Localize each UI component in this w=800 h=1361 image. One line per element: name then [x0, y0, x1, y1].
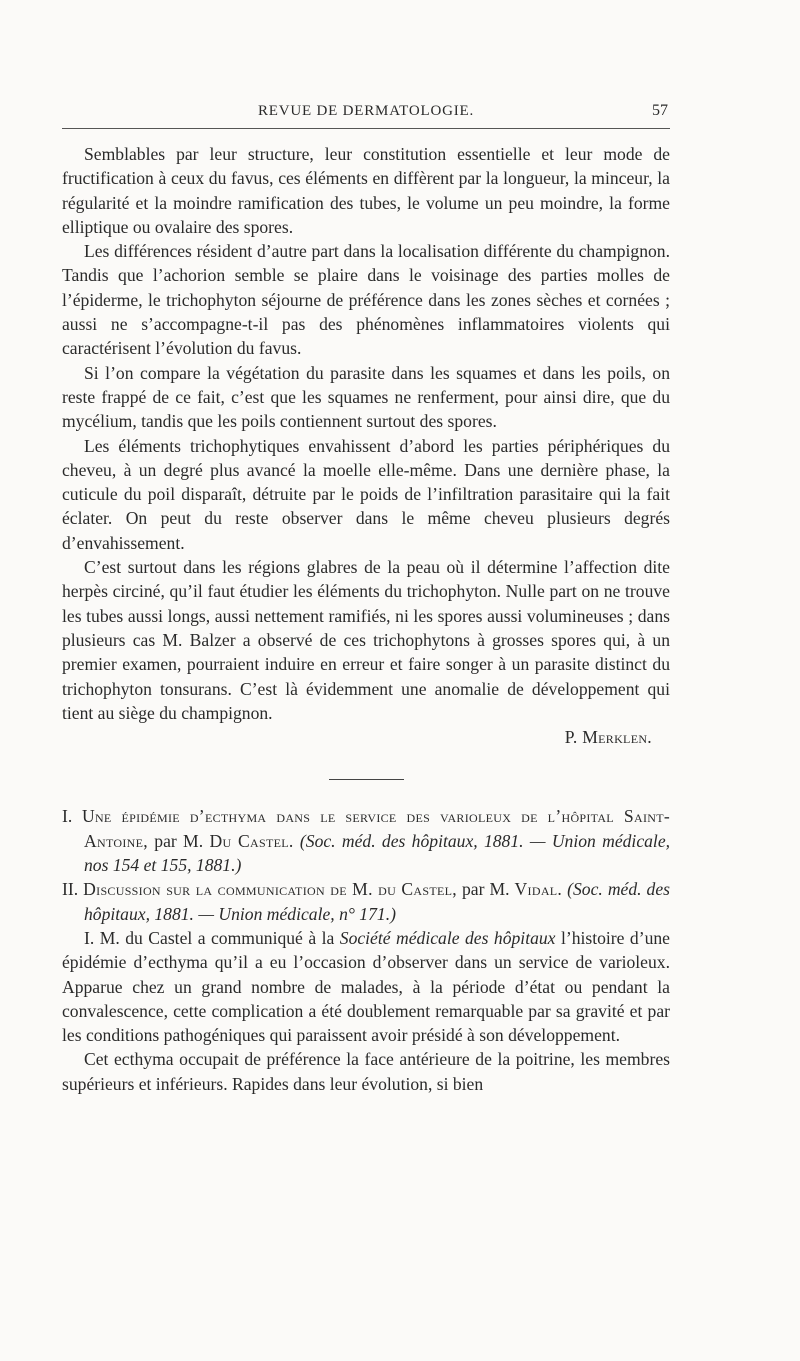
running-title: REVUE DE DERMATOLOGIE.: [257, 103, 475, 119]
page-number: 57: [652, 102, 668, 119]
reference-source: (Soc. méd. des hôpitaux, 1881. — Union médicale, n° 171.): [84, 879, 671, 924]
paragraph-text: C’est surtout dans les régions glabres de la peau où il détermine l’affection dite herpès circiné, qu’il faut étudier les éléments du trichophyton. Nulle part on ne trouve les tubes aussi longs, aussi nettement ramifiés, ni les spores aussi volumineuses ; dans plusieurs cas M. Balzer a observé de ces trichophytons à grosses spores qui, à un premier examen, pourraient induire en erreur et faire songer à un parasite distinct du trichophyton tonsurans. C’est là évidemment une anomalie de développement qui tient au siège du champignon.: [62, 557, 670, 723]
reference-title: Une épidémie d’ecthyma dans le service des varioleux de l’hôpital Saint-Antoine,: [81, 806, 670, 851]
paragraph: Si l’on compare la végétation du parasite dans les squames et dans les poils, on reste frappé de ce fait, c’est que les squames ne renferment, pour ainsi dire, que du mycélium, tandis que les poils contiennent surtout des spores.: [62, 362, 670, 432]
reference-by: par M.: [154, 830, 204, 851]
reference-author: Vidal.: [514, 879, 563, 900]
running-head: [62, 100, 670, 124]
reference-item: [62, 877, 670, 926]
reference-number: II.: [62, 879, 79, 900]
paragraph: Semblables par leur structure, leur constitution essentielle et leur mode de fructification à ceux du favus, ces éléments en diffèrent par la longueur, la minceur, la régularité et la moindre ramification des tubes, le volume un peu moindre, la forme elliptique ou ovalaire des spores.: [62, 144, 670, 237]
paragraph: [62, 555, 670, 749]
reference-source: (Soc. méd. des hôpitaux, 1881. — Union médicale, nos 154 et 155, 1881.): [84, 830, 671, 876]
paragraph: Les différences résident d’autre part dans la localisation différente du champignon. Tandis que l’achorion semble se plaire dans le voisinage des parties molles de l’épiderme, le trichophyton séjourne de préférence dans les zones sèches et cornées ; aussi ne s’accompagne-t-il pas des phénomènes inflammatoires violents qui caractérisent l’évolution du favus.: [62, 241, 670, 359]
header-rule: [62, 128, 670, 129]
reference-number: I.: [62, 806, 73, 827]
paragraph: Les éléments trichophytiques envahissent d’abord les parties périphériques du cheveu, à un degré plus avancé la moelle elle-même. Dans une dernière phase, la cuticule du poil disparaît, détruite par le poids de l’infiltration parasitaire qui la fait éclater. On peut du reste observer dans le même cheveu plusieurs degrés d’envahissement.: [62, 435, 670, 553]
article-body: [62, 142, 670, 1096]
reference-by: par M.: [461, 879, 510, 900]
paragraph: Cet ecthyma occupait de préférence la face antérieure de la poitrine, les membres supérieurs et inférieurs. Rapides dans leur évolution, si bien: [62, 1049, 670, 1094]
closing-paragraph: [62, 926, 670, 1047]
reference-author: Du Castel.: [209, 830, 294, 851]
reference-title: Discussion sur la communication de M. du Castel,: [83, 879, 457, 900]
closing-text-rest: l’histoire d’une épidémie d’ecthyma qu’il a eu l’occasion d’observer dans un service de varioleux. Apparue chez un grand nombre de malades, à la période d’état ou pendant la convalescence, cette complication a été doublement remarquable par sa gravité et par les conditions pathogéniques qui paraissent avoir présidé à son développement.: [62, 927, 670, 1046]
closing-text-start: I. M. du Castel a communiqué à la: [84, 927, 340, 948]
society-name: Société médicale des hôpitaux: [339, 927, 556, 948]
section-separator: [329, 779, 404, 780]
reference-item: [62, 804, 670, 877]
author-signature: P. Merklen.: [564, 727, 652, 748]
